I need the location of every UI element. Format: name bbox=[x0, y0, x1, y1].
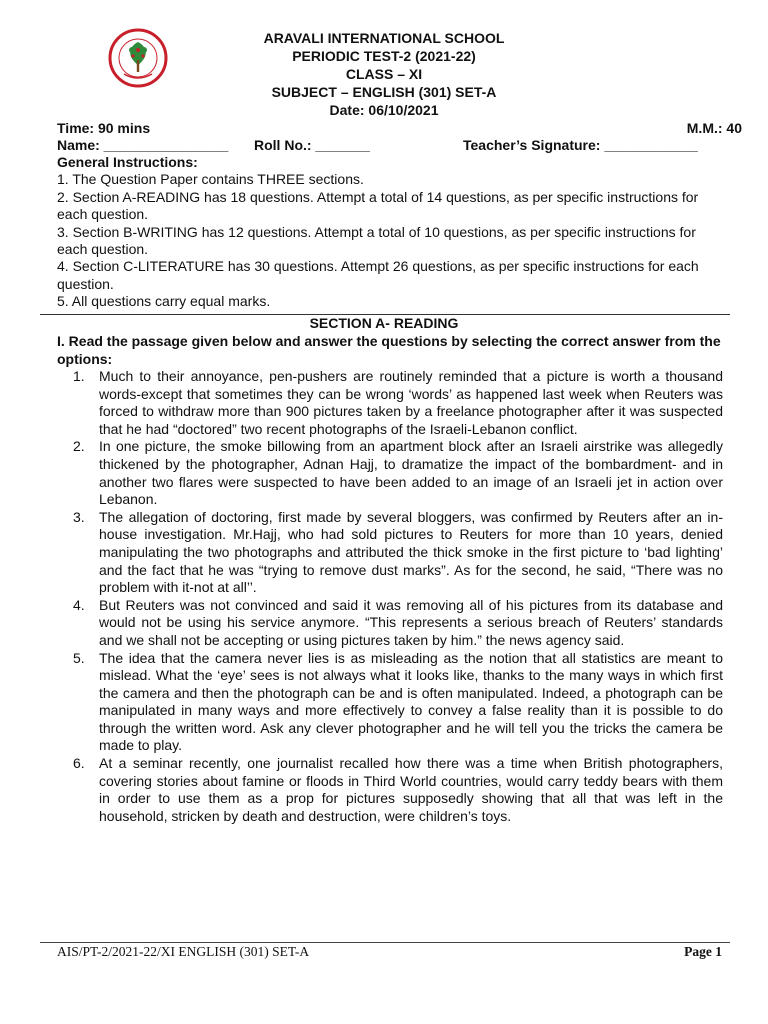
paragraph-number: 3. bbox=[73, 508, 85, 525]
paragraph-number: 1. bbox=[73, 368, 85, 384]
max-marks: M.M.: 40 bbox=[686, 120, 742, 136]
paragraph-text: The idea that the camera never lies is as misleading as the notion that all statistics are meant to mislead. What the ‘eye’ sees is not always what it looks like, thanks to the many ways in which first the camera and then the photograph can be and is often manipulated. Indeed, a photograph can be manipulated in many ways and more effectively to convey a false reality than it is possible to do through the written word. Ask any clever photographer and he will tell you the tricks the camera be made to play. bbox=[99, 649, 723, 754]
paragraph-text: In one picture, the smoke billowing from an apartment block after an Israeli airstrike was allegedly thickened by the photographer, Adnan Hajj, to dramatize the impact of the bombardment- and in another two flares were suspected to have been added to an image of an Israeli jet in action over Lebanon. bbox=[99, 438, 723, 508]
roll-field: Roll No.: _______ bbox=[254, 137, 370, 153]
instructions-heading: General Instructions: bbox=[57, 154, 198, 170]
passage-paragraph bbox=[73, 650, 723, 756]
paragraph-number: 6. bbox=[73, 755, 85, 772]
test-name: PERIODIC TEST-2 (2021-22) bbox=[292, 48, 476, 64]
footer-divider bbox=[40, 942, 730, 943]
paragraph-number: 5. bbox=[73, 649, 85, 666]
page-number: Page 1 bbox=[684, 944, 722, 959]
teacher-signature-field: Teacher’s Signature: ____________ bbox=[463, 137, 698, 153]
instruction-item: 5. All questions carry equal marks. bbox=[57, 293, 271, 310]
instruction-item: 1. The Question Paper contains THREE sections. bbox=[57, 171, 364, 188]
passage-paragraph bbox=[73, 755, 723, 825]
passage-paragraph bbox=[73, 509, 723, 597]
paragraph-number: 4. bbox=[73, 596, 85, 613]
passage-paragraph bbox=[73, 597, 723, 650]
subject-name: SUBJECT – ENGLISH (301) SET-A bbox=[271, 84, 497, 100]
instruction-item: 3. Section B-WRITING has 12 questions. Attempt a total of 10 questions, as per specific instructions for each question. bbox=[57, 223, 696, 258]
footer-code: AIS/PT-2/2021-22/XI ENGLISH (301) SET-A bbox=[57, 944, 310, 959]
question-prompt: I. Read the passage given below and answer the questions by selecting the correct answer from the options: bbox=[57, 333, 721, 367]
general-instructions bbox=[57, 154, 727, 311]
passage-paragraph bbox=[73, 368, 723, 438]
paragraph-number: 2. bbox=[73, 438, 85, 455]
instruction-item: 4. Section C-LITERATURE has 30 questions. Attempt 26 questions, as per specific instructions for each question. bbox=[57, 258, 699, 292]
class-name: CLASS – XI bbox=[345, 66, 423, 82]
paragraph-text: Much to their annoyance, pen-pushers are routinely reminded that a picture is worth a thousand words-except that sometimes they can be wrong ‘words’ as happened last week when Reuters was forced to withdraw more than 900 pictures taken by a freelance photographer after it was suspected that he had “doctored” two recent photographs of the Israeli-Lebanon conflict. bbox=[99, 368, 723, 437]
paragraph-text: But Reuters was not convinced and said it was removing all of his pictures from its database and would not be using his service anymore. “This represents a serious breach of Reuters’ standards and we shall not be accepting or using pictures taken by him.” the news agency said. bbox=[99, 596, 723, 648]
paragraph-text: The allegation of doctoring, first made by several bloggers, was confirmed by Reuters after an in-house investigation. Mr.Hajj, who had sold pictures to Reuters for more than 10 years, denied manipulating the two photographs and attributed the thick smoke in the first picture to ‘bad lighting’ and the fact that he was “trying to remove dust marks”. As for the second, he said, “There was no problem with it-not at all’’. bbox=[99, 508, 723, 596]
passage-paragraph bbox=[73, 438, 723, 508]
name-field: Name: ________________ bbox=[57, 137, 229, 153]
instruction-item: 2. Section A-READING has 18 questions. Attempt a total of 14 questions, as per specific instructions for each question. bbox=[57, 188, 699, 223]
time-allowed: Time: 90 mins bbox=[57, 120, 151, 136]
section-title: SECTION A- READING bbox=[309, 315, 459, 331]
school-name: ARAVALI INTERNATIONAL SCHOOL bbox=[263, 30, 505, 46]
reading-passage bbox=[73, 368, 723, 825]
paragraph-text: At a seminar recently, one journalist recalled how there was a time when British photographers, covering stories about famine or floods in Third World countries, would carry teddy bears with them in order to use them as a prop for pictures supposedly showing that all that was left in the household, stricken by death and destruction, were children’s toys. bbox=[99, 755, 723, 824]
exam-header bbox=[0, 29, 768, 119]
exam-date: Date: 06/10/2021 bbox=[329, 102, 439, 118]
